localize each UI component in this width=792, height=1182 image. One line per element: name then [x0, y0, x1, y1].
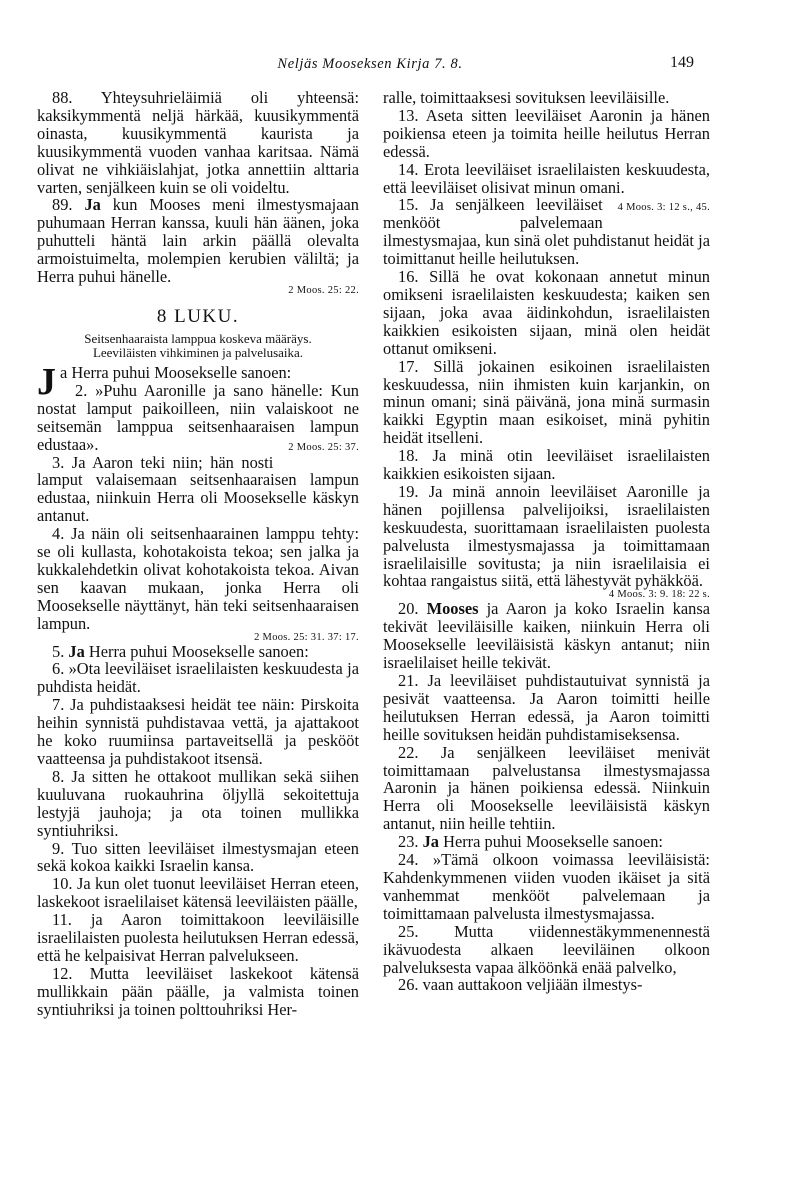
verse-7: 7. Ja puhdistaaksesi heidät tee näin: Pirskoita heihin synnistä puhdistavaa vettä, ja ajattakoot he koko ruumiinsa partaveitsellä ja peskööt vaatteensa ja puhdistakoot itsensä.	[37, 695, 359, 768]
verse-3: 3. Ja Aaron teki niin; hän nosti lamput valaisemaan seitsenhaaraisen lampun edustaa, niinkuin Herra oli Moosekselle käskyn antanut.	[37, 452, 359, 526]
verse-25: 25. Mutta viidennestäkymmenennestä ikävuodesta alkaen leeviläinen olkoon palveluksesta vapaa älköönkä enää palvelko,	[383, 921, 710, 977]
verse-text: ja Aaron ja koko Israelin kansa tekivät leeviläisille kaiken, niinkuin Herra oli Moosekselle leeviläisistä käskyn antanut; niin israelilaiset heille tekivät.	[383, 599, 710, 673]
verse-lead-word: Ja	[68, 641, 85, 661]
cross-reference: 2 Moos. 25: 37.	[288, 441, 359, 453]
verse-text: a Herra puhui Moosekselle sanoen:	[60, 362, 292, 382]
verse-5	[37, 643, 359, 661]
verse-11: 11. ja Aaron toimittakoon leeviläisille israelilaisten puolesta heilutuksen Herran edessä, että he kelpaisivat Herran palvelukseen.	[37, 910, 359, 965]
chapter-summary-line: Seitsenhaaraista lamppua koskeva määräys.	[84, 330, 312, 346]
cross-reference: 2 Moos. 25: 31. 37: 17.	[254, 631, 359, 643]
verse-26: 26. vaan auttakoon veljiään ilmestys-	[398, 975, 643, 995]
verse-1	[37, 360, 359, 403]
verse-lead-word: Ja	[422, 832, 439, 852]
verse-2	[37, 382, 359, 454]
verse-lead-word: Mooses	[426, 599, 479, 619]
verse-19: 19. Ja minä annoin leeviläiset Aaronille ja hänen pojillensa palvelijoiksi, israelilaisten keskuudesta, suorittamaan israelilaisten puolesta palvelusta ilmestysmajassa ja toimittamaan israelilaisille sovitusta; ja niin israelilaisia ei kohtaa rangaistus siitä, että lähestyvät pyhäkköä.	[383, 481, 710, 591]
verse-17: 17. Sillä jokainen esikoinen israelilaisten keskuudessa, niin ihmisten kuin karjankin, on minun omani; sinä päivänä, jona minä surmasin kaikki Egyptin maan esikoiset, minä pyhitin heidät itselleni.	[383, 356, 710, 448]
cross-reference: 4 Moos. 3: 9. 18: 22 s.	[608, 589, 710, 601]
verse-8: 8. Ja sitten he ottakoot mullikan sekä siihen kuuluvana ruokauhrina öljyllä sekoitettuja lestyjä jauhoja; ja ota toinen mullikka syntiuhriksi.	[37, 766, 359, 840]
running-title: Neljäs Mooseksen Kirja 7. 8.	[277, 56, 463, 72]
verse-15: 15. Ja senjälkeen leeviläiset menkööt palvelemaan ilmestysmajaa, kun sinä olet puhdistanut heidät ja toimittanut heille heilutuksen.	[383, 195, 710, 269]
verse-10: 10. Ja kun olet tuonut leeviläiset Herran eteen, laskekoot israelilaiset kätensä leeviläisten päälle,	[37, 874, 359, 912]
verse-4: 4. Ja näin oli seitsenhaarainen lamppu tehty: se oli kullasta, kohotakoista tekoa; sen jalka ja kukkalehdetkin olivat kohotakoista tekoa. Aivan sen kaavan mukaan, jonka Herra oli Moosekselle näyttänyt, hän teki seitsenhaaraisen lampun.	[37, 524, 359, 633]
verse-text: Herra puhui Moosekselle sanoen:	[88, 641, 309, 661]
page-header	[0, 54, 792, 78]
verse-16: 16. Sillä he ovat kokonaan annetut minun omikseni israelilaisten keskuudesta; kaiken sen sijaan, joka avaa äidinkohdun, israelilaisten kaikkien esikoisten sijaan, minä olen heidät ottanut omikseni.	[383, 267, 710, 358]
verse-number: 20.	[398, 599, 419, 619]
verse-88: 88. Yhteysuhrieläimiä oli yhteensä: kaksikymmentä neljä härkää, kuusikymmentä oinasta, kuusikymmentä kaurista ja kuusikymmentä vuoden vanhaa karitsaa. Nämä olivat ne vihkiäislahjat, jotka annettiin alttaria varten, senjälkeen kuin se oli voideltu.	[37, 88, 359, 197]
chapter-summary-line: Leeviläisten vihkiminen ja palvelusaika.	[92, 344, 304, 360]
cross-reference: 2 Moos. 25: 22.	[288, 284, 359, 296]
verse-number: 89.	[52, 195, 73, 215]
right-column	[383, 89, 710, 994]
drop-cap: J	[37, 360, 56, 403]
chapter-summary	[37, 332, 359, 360]
verse-9: 9. Tuo sitten leeviläiset ilmestysmajan eteen sekä kokoa kaikki Israelin kansa.	[37, 838, 359, 876]
verse-12: 12. Mutta leeviläiset laskekoot kätensä mullikkain pään päälle, ja valmista toinen syntiuhriksi ja toinen polttouhriksi Her-	[37, 963, 359, 1019]
verse-number: 5.	[52, 641, 65, 661]
verse-12-continued: ralle, toimittaaksesi sovituksen leeviläisille.	[383, 88, 670, 107]
verse-13: 13. Aseta sitten leeviläiset Aaronin ja hänen poikiensa eteen ja toimita heille heilutus Herran edessä.	[383, 105, 710, 161]
verse-6: 6. »Ota leeviläiset israelilaisten keskuudesta ja puhdista heidät.	[37, 659, 359, 697]
verse-number: 23.	[398, 832, 419, 852]
verse-89	[37, 196, 359, 286]
verse-text: kun Mooses meni ilmestysmajaan puhumaan Herran kanssa, kuuli hän äänen, joka puhutteli häntä lain arkin päällä olevalta armoistuimelta, molempien kerubien väliltä; ja Herra puhui hänelle.	[37, 195, 359, 287]
verse-23	[383, 833, 710, 851]
verse-text: Herra puhui Moosekselle sanoen:	[443, 832, 663, 852]
verse-20	[383, 600, 710, 672]
page-number: 149	[670, 54, 694, 71]
verse-18: 18. Ja minä otin leeviläiset israelilaisten kaikkien esikoisten sijaan.	[383, 446, 710, 484]
verse-lead-word: Ja	[84, 195, 101, 215]
cross-reference: 4 Moos. 3: 12 s., 45.	[617, 202, 710, 214]
verse-24: 24. »Tämä olkoon voimassa leeviläisistä: Kahdenkymmenen viiden vuoden ikäiset ja sitä vanhemmat menkööt palvelemaan ja toimittamaan palvelusta ilmestysmajassa.	[383, 850, 710, 923]
verse-text: 2. »Puhu Aaronille ja sano hänelle: Kun nostat lamput paikoilleen, niin valaiskoot ne seitsemän lamppua seitsenhaaraisen lampun edustaa».	[37, 380, 359, 454]
chapter-heading: 8 LUKU.	[156, 305, 240, 327]
verse-21: 21. Ja leeviläiset puhdistautuivat synnistä ja pesivät vaatteensa. Ja Aaron toimitti heille heilutuksen Herran edessä, ja Aaron toimitti heille sovituksen heidän puhdistamiseksensa.	[383, 671, 710, 744]
verse-text: 14. Erota leeviläiset israelilaisten keskuudesta, että leeviläiset olisivat minun omani.	[383, 159, 710, 197]
verse-22: 22. Ja senjälkeen leeviläiset menivät toimittamaan palvelustansa ilmestysmajassa Aaronin ja hänen poikiensa edessä. Niinkuin Herra oli Moosekselle leeviläisistä käskyn antanut, niin heille tehtiin.	[383, 742, 710, 834]
verse-14	[383, 159, 710, 214]
left-column	[37, 89, 359, 1019]
